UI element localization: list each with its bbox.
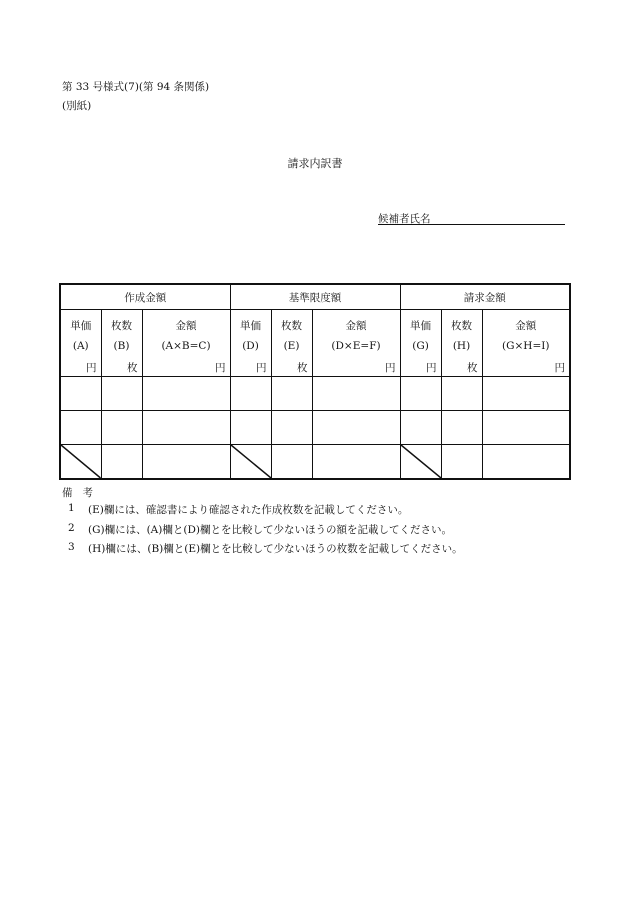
table-cell[interactable] [142,445,230,480]
column-label: 金額 [345,320,367,332]
table-cell[interactable] [60,411,101,445]
table-cell[interactable] [271,445,312,480]
column-header [60,310,101,377]
diagonal-cell [400,445,441,480]
column-code: (D) [242,340,259,352]
column-header [101,310,142,377]
candidate-name-label: 候補者氏名 [378,213,431,225]
column-label: 枚数 [111,320,132,332]
table-row [60,411,570,445]
table-cell[interactable] [101,377,142,411]
table-row [60,377,570,411]
attachment-label: (別紙) [62,100,92,112]
group-header-production: 作成金額 [60,284,230,310]
table-cell[interactable] [271,411,312,445]
table-cell[interactable] [312,411,400,445]
column-unit: 円 [554,362,566,374]
note-number: 3 [68,541,75,553]
table-cell[interactable] [230,411,271,445]
diagonal-cell [230,445,271,480]
column-unit: 枚 [467,362,478,374]
table-cell[interactable] [482,377,570,411]
column-header [400,310,441,377]
column-unit: 枚 [297,362,308,374]
column-label: 単価 [240,320,261,332]
table-cell[interactable] [230,377,271,411]
column-code: (A×B=C) [161,340,211,352]
column-label: 金額 [175,320,197,332]
breakdown-table [59,283,571,480]
table-row-total [60,445,570,480]
column-unit: 円 [385,362,396,374]
note-text: (H)欄には、(B)欄と(E)欄とを比較して少ないほうの枚数を記載してください。 [88,543,463,555]
table-cell[interactable] [312,377,400,411]
column-header [482,310,570,377]
table-cell[interactable] [482,445,570,480]
notes-heading: 備考 [62,487,103,499]
column-unit: 円 [215,362,226,374]
column-code: (G×H=I) [502,340,550,352]
table-cell[interactable] [312,445,400,480]
form-number: 第 33 号様式(7)(第 94 条関係) [62,81,210,93]
column-header [142,310,230,377]
table-cell[interactable] [441,411,482,445]
table-cell[interactable] [441,377,482,411]
table-cell[interactable] [142,377,230,411]
column-label: 枚数 [281,320,302,332]
column-unit: 円 [426,362,437,374]
column-code: (D×E=F) [331,340,381,352]
column-code: (H) [452,340,471,352]
document-title: 請求内訳書 [287,157,343,170]
table-cell[interactable] [101,411,142,445]
note-text: (E)欄には、確認書により確認された作成枚数を記載してください。 [88,504,409,516]
table-cell[interactable] [400,411,441,445]
table-cell[interactable] [482,411,570,445]
column-code: (A) [72,340,89,352]
column-code: (B) [113,340,130,352]
table-cell[interactable] [60,377,101,411]
column-code: (G) [412,340,429,352]
column-unit: 円 [256,362,267,374]
column-unit: 円 [86,362,97,374]
column-code: (E) [283,340,300,352]
note-text: (G)欄には、(A)欄と(D)欄とを比較して少ないほうの額を記載してください。 [88,524,452,536]
diagonal-cell [60,445,101,480]
column-header [271,310,312,377]
table-cell[interactable] [441,445,482,480]
note-number: 2 [68,522,75,534]
table-cell[interactable] [400,377,441,411]
column-header [441,310,482,377]
table-cell[interactable] [142,411,230,445]
group-header-claim: 請求金額 [400,284,570,310]
column-label: 単価 [70,320,92,332]
column-header [230,310,271,377]
column-unit: 枚 [127,362,138,374]
table-cell[interactable] [271,377,312,411]
column-label: 金額 [515,320,537,332]
table-cell[interactable] [101,445,142,480]
group-header-limit: 基準限度額 [230,284,400,310]
column-label: 単価 [410,320,432,332]
note-number: 1 [68,502,75,514]
column-label: 枚数 [451,320,473,332]
column-header [312,310,400,377]
candidate-name-field[interactable] [378,224,565,225]
